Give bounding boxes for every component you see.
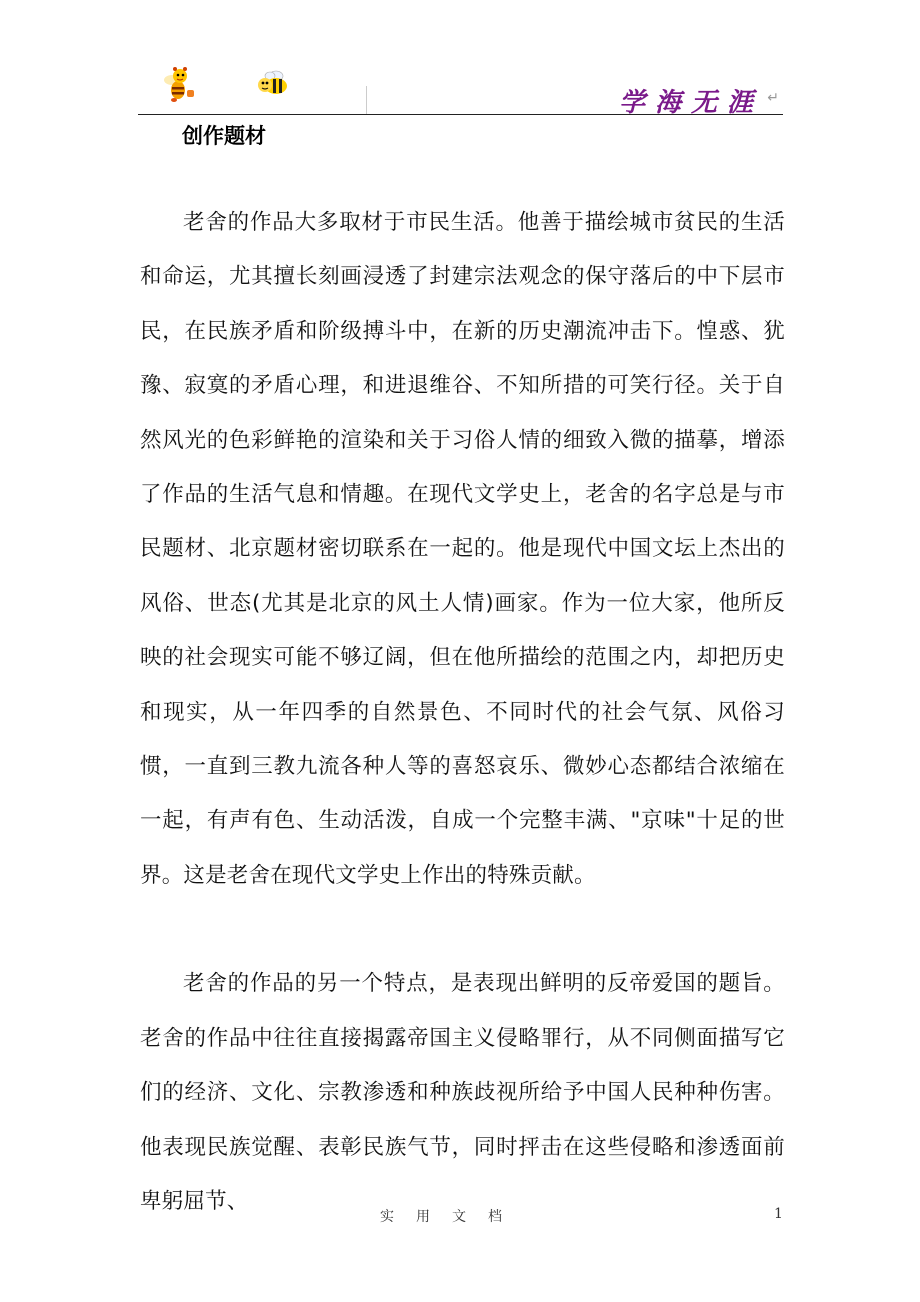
section-heading: 创作题材	[182, 124, 266, 148]
bee-icon	[256, 70, 290, 96]
header-motto: 学海无涯	[618, 88, 763, 118]
paragraph: 老舍的作品的另一个特点，是表现出鲜明的反帝爱国的题旨。老舍的作品中往往直接揭露帝国主义侵略罪行，从不同侧面描写它们的经济、文化、宗教渗透和种族歧视所给予中国人民种种伤害。他表现民族觉醒、表彰民族气节，同时抨击在这些侵略和渗透面前卑躬屈节、	[140, 971, 785, 1214]
bee-cartoon-icon	[160, 66, 198, 104]
page-number: 1	[774, 1206, 783, 1222]
page-header	[138, 60, 783, 118]
paragraph: 老舍的作品大多取材于市民生活。他善于描绘城市贫民的生活和命运，尤其擅长刻画浸透了封建宗法观念的保守落后的中下层市民，在民族矛盾和阶级搏斗中，在新的历史潮流冲击下。惶惑、犹豫、寂寞的矛盾心理，和进退维谷、不知所措的可笑行径。关于自然风光的色彩鲜艳的渲染和关于习俗人情的细致入微的描摹，增添了作品的生活气息和情趣。在现代文学史上，老舍的名字总是与市民题材、北京题材密切联系在一起的。他是现代中国文坛上杰出的风俗、世态(尤其是北京的风土人情)画家。作为一位大家，他所反映的社会现实可能不够辽阔，但在他所描绘的范围之内，却把历史和现实，从一年四季的自然景色、不同时代的社会气氛、风俗习惯，一直到三教九流各种人等的喜怒哀乐、微妙心态都结合浓缩在一起，有声有色、生动活泼，自成一个完整丰满、"京味"十足的世界。这是老舍在现代文学史上作出的特殊贡献。	[140, 210, 785, 888]
document-body	[140, 196, 785, 1229]
paragraph-mark-icon: ↵	[767, 90, 779, 106]
header-divider	[366, 86, 367, 114]
footer-text: 实用文档	[380, 1209, 524, 1225]
